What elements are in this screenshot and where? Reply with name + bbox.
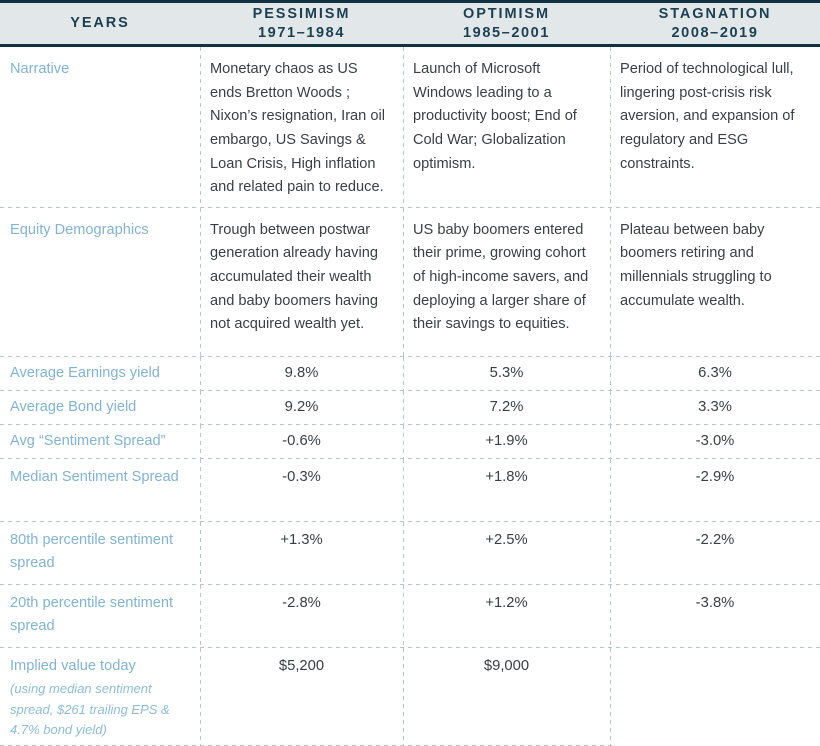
table-row: [0, 357, 820, 391]
cell-narrative-pessimism: Monetary chaos as US ends Bretton Woods ; Nixon’s resignation, Iran oil embargo, US Savings & Loan Crisis, High inflation and related pain to reduce.: [200, 47, 403, 208]
cell-median-sentiment-spread-pessimism: -0.3%: [200, 459, 403, 522]
cell-narrative-stagnation: Period of technological lull, lingering post-crisis risk aversion, and expansion of regulatory and ESG constraints.: [610, 47, 820, 208]
cell-narrative-optimism: Launch of Microsoft Windows leading to a productivity boost; End of Cold War; Globalization optimism.: [403, 47, 610, 208]
cell-median-sentiment-spread-optimism: +1.8%: [403, 459, 610, 522]
row-label-median-sentiment-spread: Median Sentiment Spread: [10, 468, 179, 485]
cell-average-bond-yield-stagnation: 3.3%: [610, 391, 820, 425]
row-label-80th-percentile-sentiment-spread: 80th percentile sentiment spread: [10, 531, 174, 572]
cell-average-bond-yield-pessimism: 9.2%: [200, 391, 403, 425]
cell-80th-percentile-pessimism: +1.3%: [200, 522, 403, 585]
column-header-years-title: YEARS: [70, 15, 130, 32]
table-row: [0, 648, 820, 746]
cell-20th-percentile-optimism: +1.2%: [403, 585, 610, 648]
cell-20th-percentile-stagnation: -3.8%: [610, 585, 820, 648]
table-row: [0, 459, 820, 522]
cell-80th-percentile-optimism: +2.5%: [403, 522, 610, 585]
cell-avg-sentiment-spread-pessimism: -0.6%: [200, 425, 403, 459]
table-body: [0, 47, 820, 746]
row-label-narrative: Narrative: [10, 61, 70, 77]
cell-median-sentiment-spread-stagnation: -2.9%: [610, 459, 820, 522]
row-label-avg-sentiment-spread: Avg “Sentiment Spread”: [10, 432, 166, 449]
cell-average-earnings-yield-stagnation: 6.3%: [610, 357, 820, 391]
table-row: [0, 47, 820, 208]
cell-implied-value-stagnation: [610, 648, 820, 746]
row-label-20th-percentile-sentiment-spread: 20th percentile sentiment spread: [10, 594, 174, 635]
column-header-stagnation-title: STAGNATION: [658, 5, 772, 22]
row-label-average-bond-yield: Average Bond yield: [10, 398, 137, 415]
column-header-pessimism-period: 1971–1984: [258, 24, 345, 41]
table-row: [0, 585, 820, 648]
table-header-row: [0, 0, 820, 47]
row-label-implied-value-today: [0, 648, 200, 746]
column-header-pessimism: [200, 5, 403, 42]
cell-equity-demographics-pessimism: Trough between postwar generation already having accumulated their wealth and baby boomers having not acquired wealth yet.: [200, 208, 403, 357]
column-header-stagnation-period: 2008–2019: [671, 24, 759, 41]
cell-average-earnings-yield-optimism: 5.3%: [403, 357, 610, 391]
column-header-optimism: [403, 5, 610, 42]
cell-20th-percentile-pessimism: -2.8%: [200, 585, 403, 648]
cell-avg-sentiment-spread-stagnation: -3.0%: [610, 425, 820, 459]
row-label-implied-value-today-note: (using median sentiment spread, $261 trailing EPS & 4.7% bond yield): [10, 681, 170, 737]
table-row: [0, 208, 820, 357]
cell-equity-demographics-stagnation: Plateau between baby boomers retiring and millennials struggling to accumulate wealth.: [610, 208, 820, 357]
table-row: [0, 522, 820, 585]
column-header-pessimism-title: PESSIMISM: [252, 5, 351, 22]
cell-implied-value-pessimism: $5,200: [200, 648, 403, 746]
row-label-average-earnings-yield: Average Earnings yield: [10, 364, 160, 381]
table-row: [0, 391, 820, 425]
column-header-optimism-period: 1985–2001: [463, 24, 550, 41]
table-row: [0, 425, 820, 459]
cell-equity-demographics-optimism: US baby boomers entered their prime, growing cohort of high-income savers, and deploying a larger share of their savings to equities.: [403, 208, 610, 357]
column-header-optimism-title: OPTIMISM: [463, 5, 550, 22]
cell-implied-value-optimism: $9,000: [403, 648, 610, 746]
cell-avg-sentiment-spread-optimism: +1.9%: [403, 425, 610, 459]
row-label-equity-demographics: Equity Demographics: [10, 221, 149, 238]
column-header-years: [0, 14, 200, 33]
column-header-stagnation: [610, 5, 820, 42]
row-label-implied-value-today-title: Implied value today: [10, 657, 136, 674]
cell-average-bond-yield-optimism: 7.2%: [403, 391, 610, 425]
cell-80th-percentile-stagnation: -2.2%: [610, 522, 820, 585]
cell-average-earnings-yield-pessimism: 9.8%: [200, 357, 403, 391]
